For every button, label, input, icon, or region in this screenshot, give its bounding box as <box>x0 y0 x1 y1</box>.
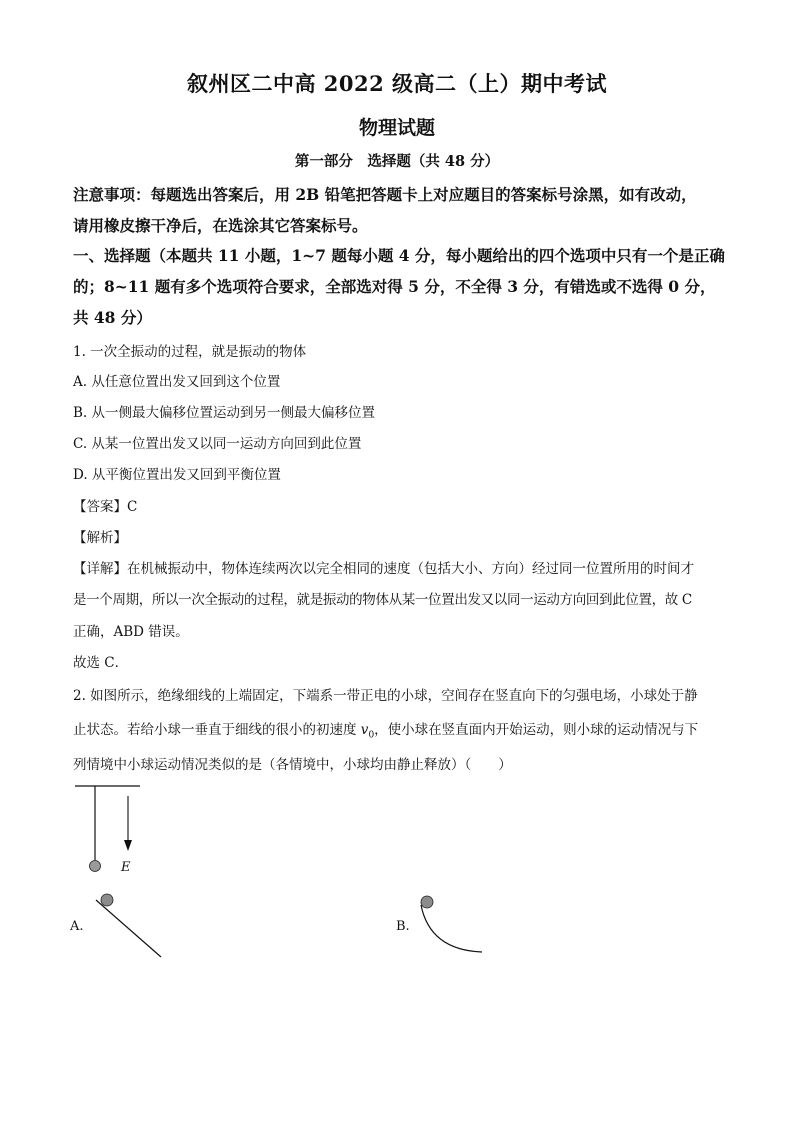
option-b-label: B. <box>396 919 410 934</box>
q1-stem: 1. 一次全振动的过程，就是振动的物体 <box>73 344 307 360</box>
option-a-label: A. <box>70 919 84 934</box>
field-arrow-head <box>124 840 132 851</box>
q2-line-2-pre: 止状态。若给小球一垂直于细线的很小的初速度 <box>73 722 361 738</box>
q1-option-d: D. 从平衡位置出发又回到平衡位置 <box>73 467 281 483</box>
notice-line-2: 请用橡皮擦干净后，在选涂其它答案标号。 <box>73 216 368 235</box>
q1-detail-line-2: 是一个周期，所以一次全振动的过程，就是振动的物体从某一位置出发又以同一运动方向回到此位置，故 C <box>73 592 692 608</box>
q2-line-3: 列情境中小球运动情况类似的是（各情境中，小球均由静止释放）（ ） <box>73 757 512 773</box>
q1-conclusion: 故选 C． <box>73 655 129 671</box>
answer-tag: 【答案】 <box>73 499 127 515</box>
q1-detail-line-3: 正确，ABD 错误。 <box>73 624 189 640</box>
option-a-figure <box>69 894 161 957</box>
velocity-subscript: 0 <box>368 730 375 741</box>
q1-option-c: C. 从某一位置出发又以同一运动方向回到此位置 <box>73 436 362 452</box>
option-b-ball <box>421 896 433 908</box>
option-b-figure <box>396 896 482 952</box>
detail-tag: 【详解】 <box>73 561 127 577</box>
section-instructions-line-2: 的；8~11 题有多个选项符合要求，全部选对得 5 分，不全得 3 分，有错选或不选得 0 分， <box>73 277 716 296</box>
section-instructions-line-1: 一、选择题（本题共 11 小题，1~7 题每小题 4 分，每小题给出的四个选项中只有一个是正确 <box>73 246 725 265</box>
q1-option-a: A. 从任意位置出发又回到这个位置 <box>73 374 281 390</box>
answer-value: C <box>127 499 138 515</box>
field-label: E <box>121 860 131 875</box>
part-heading: 第一部分 选择题（共 48 分） <box>294 153 500 170</box>
q1-option-b: B. 从一侧最大偏移位置运动到另一侧最大偏移位置 <box>73 405 376 421</box>
section-instructions-line-3: 共 48 分） <box>73 308 152 327</box>
option-b-curve <box>421 905 482 952</box>
pendulum-figure <box>75 786 140 875</box>
velocity-symbol: v <box>360 722 369 738</box>
q2-line-2-post: ，使小球在竖直面内开始运动，则小球的运动情况与下 <box>374 722 699 738</box>
subject-title: 物理试题 <box>358 117 435 139</box>
option-a-ball <box>101 894 113 906</box>
notice-line-1: 注意事项：每题选出答案后，用 2B 铅笔把答题卡上对应题目的答案标号涂黑，如有改动， <box>73 185 697 204</box>
option-a-incline <box>96 900 161 957</box>
q2-line-1: 2. 如图所示，绝缘细线的上端固定，下端系一带正电的小球，空间存在竖直向下的匀强电场，小球处于静 <box>73 688 698 704</box>
pendulum-ball <box>90 861 101 872</box>
q1-analysis-tag: 【解析】 <box>73 530 127 546</box>
exam-title: 叙州区二中高 2022 级高二（上）期中考试 <box>186 71 608 96</box>
detail-text-1: 在机械振动中，物体连续两次以完全相同的速度（包括大小、方向）经过同一位置所用的时间才 <box>127 561 694 577</box>
